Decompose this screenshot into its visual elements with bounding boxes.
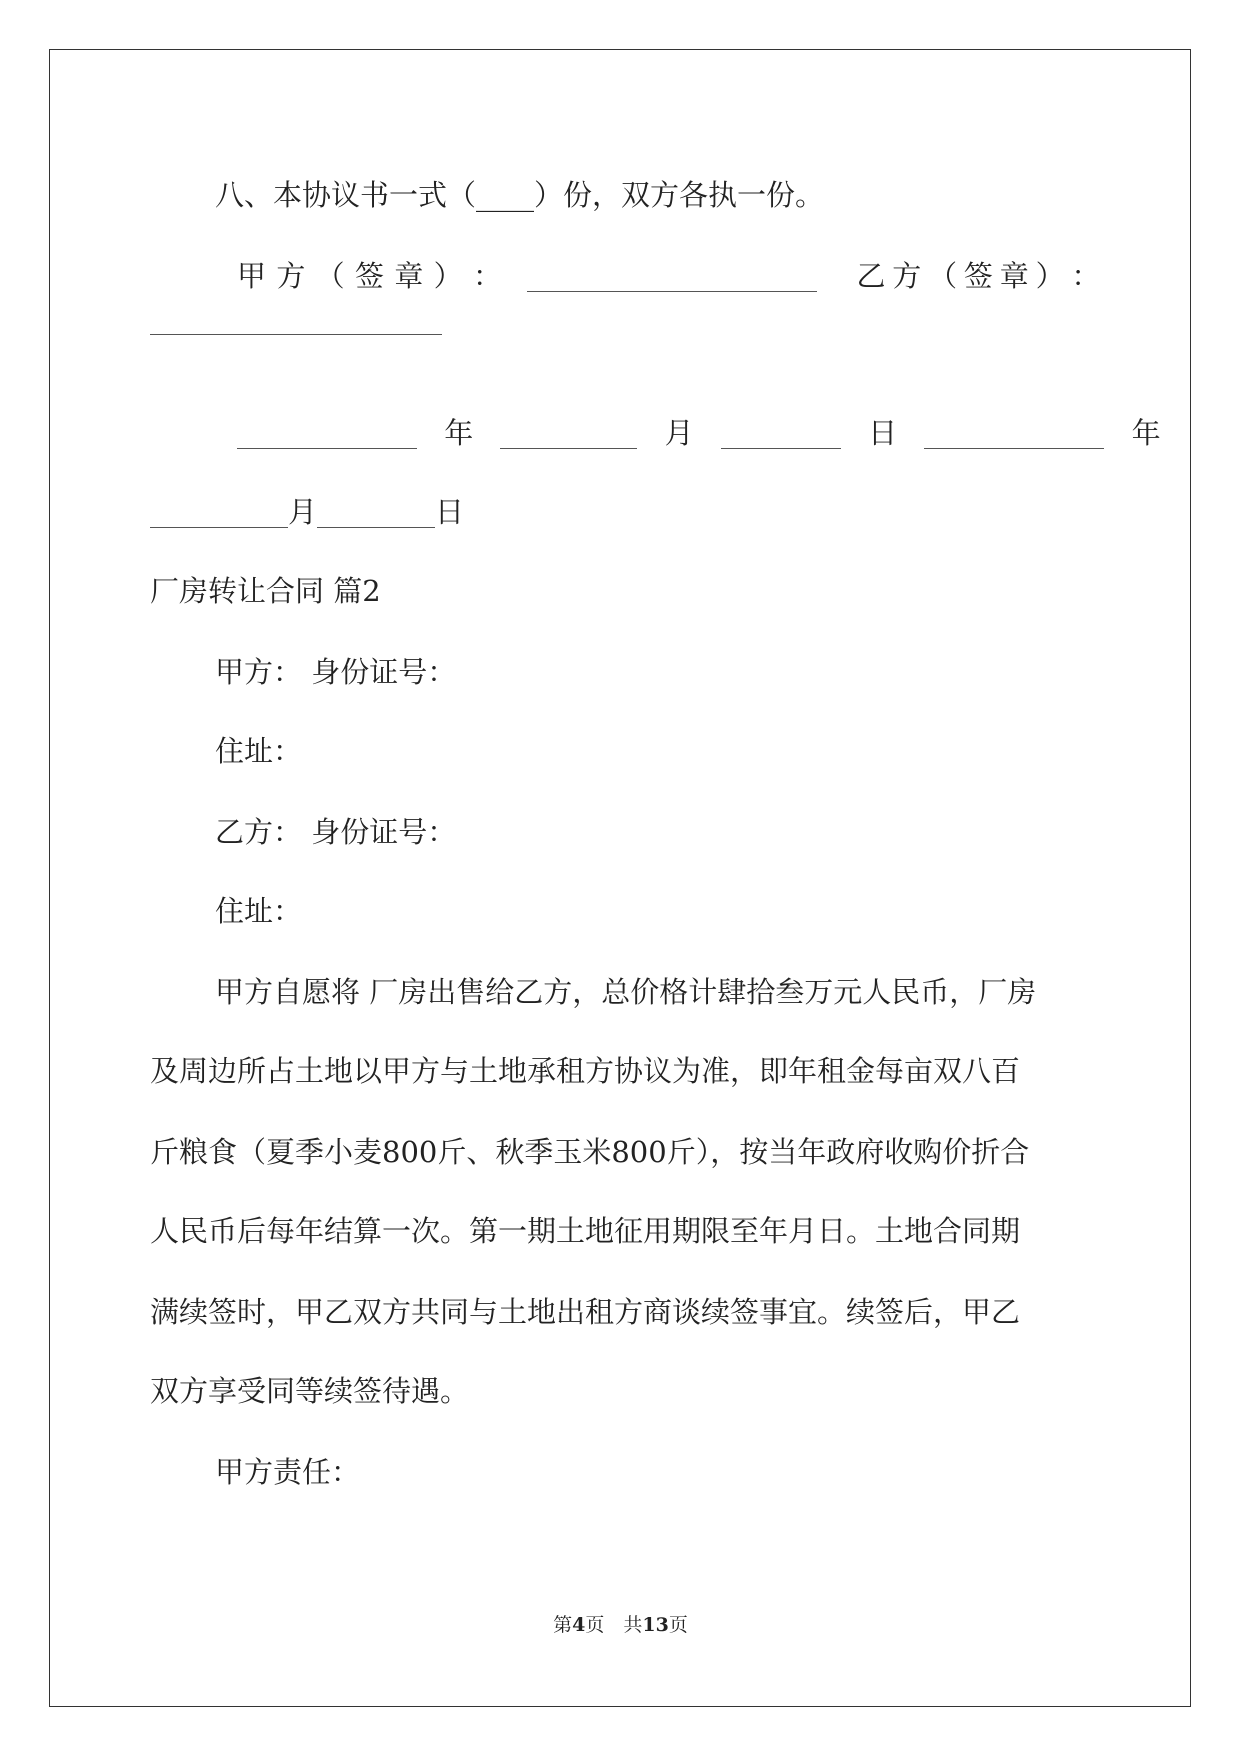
month-label: 月 <box>664 416 694 450</box>
party-a-line: 甲方： 身份证号： <box>215 655 457 689</box>
page-footer: 第4页 共13页 <box>553 1614 688 1636</box>
month-blank-a <box>500 418 637 449</box>
year-label: 年 <box>444 416 474 450</box>
body-line: 满续签时，甲乙双方共同与土地出租方商谈续签事宜。续签后，甲乙 <box>150 1295 1021 1329</box>
year-label-b: 年 <box>1131 416 1161 450</box>
body-line: 双方享受同等续签待遇。 <box>150 1374 470 1408</box>
day-blank-b <box>317 497 435 528</box>
day-label-b: 日 <box>435 495 465 529</box>
address-b: 住址： <box>215 894 303 928</box>
day-label: 日 <box>868 416 898 450</box>
date-row <box>237 415 1161 451</box>
party-a-signature-label: 甲 方 （ 签 章 ） ： <box>237 259 502 293</box>
month-blank-b <box>150 497 288 528</box>
party-a-duty: 甲方责任： <box>215 1455 361 1489</box>
body-line: 斤粮食（夏季小麦800斤、秋季玉米800斤），按当年政府收购价折合 <box>150 1135 1030 1169</box>
body-line: 甲方自愿将 厂房出售给乙方，总价格计肆拾叁万元人民币，厂房 <box>215 975 1037 1009</box>
body-line: 人民币后每年结算一次。第一期土地征用期限至年月日。土地合同期 <box>150 1214 1021 1248</box>
party-b-signature-label: 乙 方 （ 签 章 ） ： <box>856 259 1101 293</box>
day-blank-a <box>721 418 841 449</box>
year-blank-b <box>924 418 1104 449</box>
body-line: 及周边所占土地以甲方与土地承租方协议为准，即年租金每亩双八百 <box>150 1054 1021 1088</box>
party-b-signature-blank <box>150 334 442 335</box>
clause-8: 八、本协议书一式（____）份，双方各执一份。 <box>215 178 825 212</box>
section-title: 厂房转让合同 篇2 <box>150 574 381 608</box>
page-total: 13 <box>642 1614 669 1636</box>
party-a-signature-blank <box>527 261 817 292</box>
party-b-line: 乙方： 身份证号： <box>215 815 457 849</box>
date-row-b <box>150 494 464 530</box>
page-number: 4 <box>572 1614 586 1636</box>
month-label-b: 月 <box>288 495 318 529</box>
address-a: 住址： <box>215 734 303 768</box>
signature-row <box>237 258 1101 294</box>
year-blank-a <box>237 418 417 449</box>
